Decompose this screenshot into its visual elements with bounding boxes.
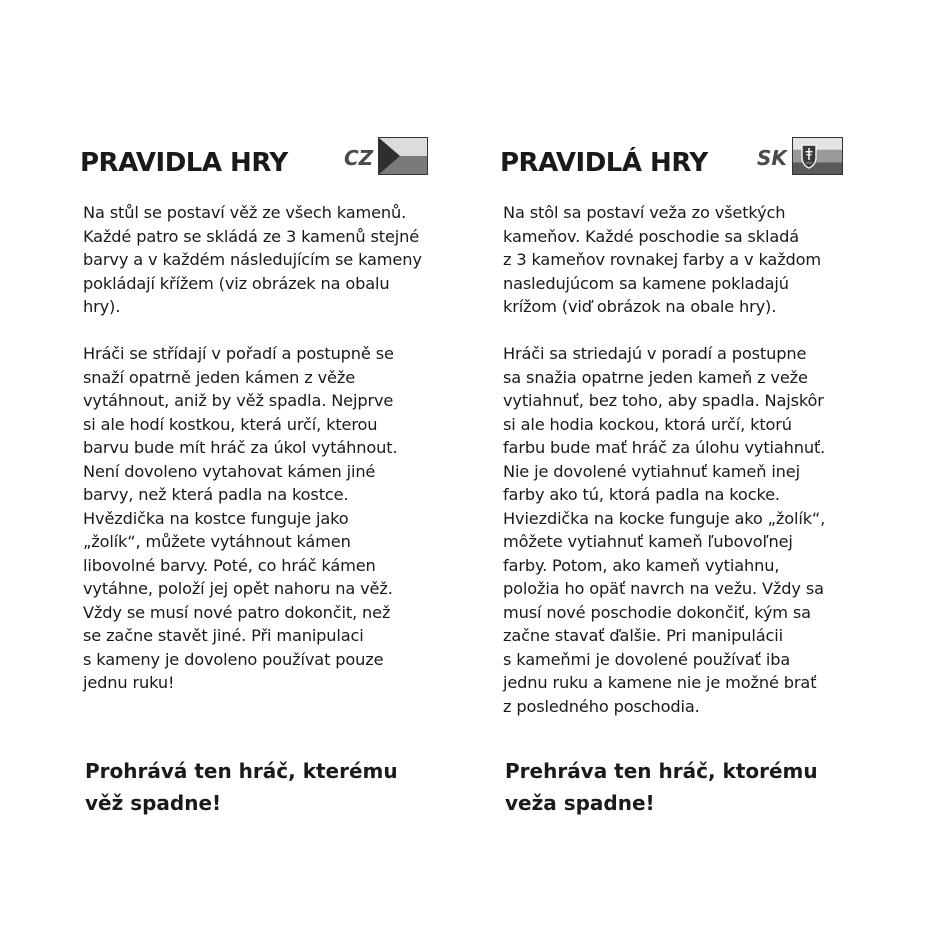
conclusion-line: Prehráva ten hráč, ktorému [505,759,818,783]
text-line: „žolík“, můžete vytáhnout kámen [83,532,351,551]
text-line: môžete vytiahnuť kameň ľubovoľnej [503,532,793,551]
text-line: sa snažia opatrne jeden kameň z veže [503,367,808,387]
slovak-flag-icon [792,137,843,175]
conclusion-line: Prohrává ten hráč, kterému [85,759,398,783]
text-line: nasledujúcom sa kamene pokladajú [503,273,789,293]
czech-paragraph-2 [83,342,473,695]
text-line: z posledného poschodia. [503,696,700,716]
text-line: s kameňmi je dovolené používať iba [503,649,791,669]
text-line: Na stůl se postaví věž ze všech kamenů. [83,203,407,222]
text-line: musí nové poschodie dokončiť, kým sa [503,602,811,622]
text-line: začne stavať ďalšie. Pri manipulácii [503,626,783,645]
text-line: Vždy se musí nové patro dokončit, než [83,602,391,622]
text-line: Není dovoleno vytahovat kámen jiné [83,461,376,481]
text-line: farbu bude mať hráč za úlohu vytiahnuť. [503,438,826,457]
text-line: z 3 kameňov rovnakej farby a v každom [503,250,822,269]
text-line: barvy, než která padla na kostce. [83,485,349,504]
czech-paragraph-1 [83,201,473,319]
text-line: libovolné barvy. Poté, co hráč kámen [83,555,376,575]
text-line: jednu ruku a kamene nie je možné brať [503,673,817,692]
text-line: Hráči se střídají v pořadí a postupně se [83,344,394,363]
text-line: Hviezdička na kocke funguje ako „žolík“, [503,508,826,528]
slovak-title: PRAVIDLÁ HRY [500,148,708,178]
text-line: vytiahnuť, bez toho, aby spadla. Najskôr [503,391,824,410]
text-line: Nie je dovolené vytiahnuť kameň inej [503,461,800,481]
text-line: krížom (viď obrázok na obale hry). [503,297,777,316]
text-line: se začne stavět jiné. Při manipulaci [83,626,364,645]
slovak-rules-text [503,201,893,742]
text-line: položia ho opäť navrch na vežu. Vždy sa [503,579,824,598]
text-line: Na stôl sa postaví veža zo všetkých [503,203,786,222]
text-line: kameňov. Každé poschodie sa skladá [503,226,800,246]
slovak-paragraph-2 [503,342,893,718]
czech-language-code: CZ [344,146,374,170]
slovak-paragraph-1 [503,201,893,319]
text-line: vytáhne, položí jej opět nahoru na věž. [83,579,393,598]
text-line: snaží opatrně jeden kámen z věže [83,367,356,387]
conclusion-line: veža spadne! [505,791,655,815]
czech-title: PRAVIDLA HRY [80,148,288,178]
text-line: vytáhnout, aniž by věž spadla. Nejprve [83,391,394,410]
text-line: barvu bude mít hráč za úkol vytáhnout. [83,438,398,457]
slovak-language-code: SK [757,146,787,170]
text-line: farby ako tú, ktorá padla na kocke. [503,485,780,504]
text-line: pokládají křížem (viz obrázek na obalu [83,273,390,293]
czech-conclusion [85,755,475,819]
text-line: Každé patro se skládá ze 3 kamenů stejné [83,226,420,246]
text-line: s kameny je dovoleno používat pouze [83,649,384,669]
text-line: Hráči sa striedajú v poradí a postupne [503,344,807,363]
text-line: hry). [83,297,121,316]
czech-flag-icon [378,137,428,175]
czech-rules-text [83,201,473,718]
text-line: si ale hodia kockou, ktorá určí, ktorú [503,414,792,434]
text-line: farby. Potom, ako kameň vytiahnu, [503,555,780,575]
slovak-conclusion [505,755,895,819]
conclusion-line: věž spadne! [85,791,222,815]
text-line: barvy a v každém následujícím se kameny [83,250,422,269]
text-line: jednu ruku! [83,673,175,692]
text-line: si ale hodí kostkou, která určí, kterou [83,414,378,434]
text-line: Hvězdička na kostce funguje jako [83,508,349,528]
